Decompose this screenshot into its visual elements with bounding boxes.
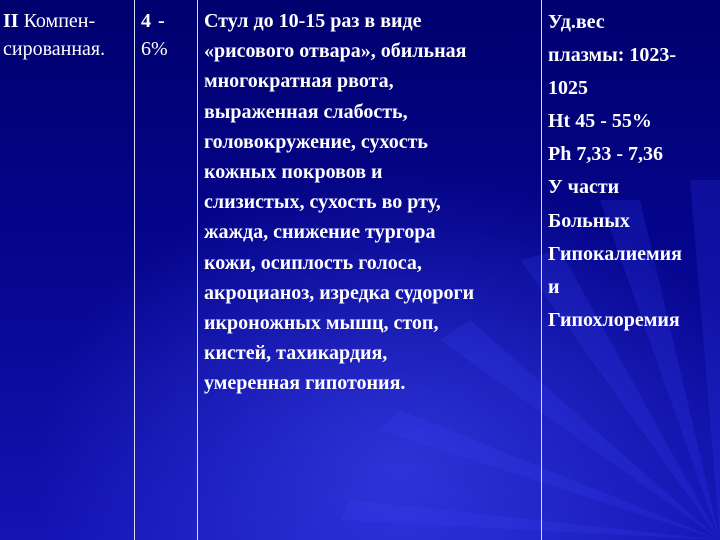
lab-line: Гипохлоремия: [548, 308, 680, 331]
symptoms-line: акроцианоз, изредка судороги: [204, 281, 475, 304]
fluid-loss-line-1: 4 -: [141, 10, 166, 32]
lab-line: Ht 45 - 55%: [548, 110, 652, 133]
column-divider-2: [197, 0, 198, 540]
symptoms-cell: [204, 6, 538, 399]
fluid-loss-cell: [141, 7, 193, 63]
column-divider-3: [541, 0, 542, 540]
lab-line: 1025: [548, 77, 588, 100]
lab-line: Уд.вес: [548, 11, 605, 33]
stage-name-part2: сированная.: [3, 38, 106, 60]
symptoms-line: умеренная гипотония.: [204, 372, 406, 395]
symptoms-line: кистей, тахикардия,: [204, 342, 388, 365]
symptoms-line: головокружение, сухость: [204, 130, 428, 153]
lab-line: Гипокалиемия: [548, 242, 682, 265]
lab-line: Ph 7,33 - 7,36: [548, 143, 663, 166]
symptoms-line: «рисового отвара», обильная: [204, 40, 467, 63]
stage-line-1: [3, 7, 131, 35]
lab-line: У части: [548, 176, 620, 199]
fluid-loss-line-2: 6%: [141, 38, 168, 60]
stage-cell: [3, 7, 131, 63]
symptoms-line: жажда, снижение тургора: [204, 221, 436, 244]
lab-line: Больных: [548, 209, 630, 232]
symptoms-line: икроножных мышц, стоп,: [204, 312, 439, 335]
lab-line: плазмы: 1023-: [548, 44, 677, 67]
stage-name-part1: Компен-: [23, 10, 96, 32]
symptoms-line: слизистых, сухость во рту,: [204, 191, 441, 214]
symptoms-line: многократная рвота,: [204, 70, 394, 93]
symptoms-line: кожи, осиплость голоса,: [204, 251, 422, 274]
lab-values-cell: [548, 6, 720, 337]
lab-line: и: [548, 275, 560, 298]
stage-label: II: [3, 10, 19, 32]
symptoms-line: кожных покровов и: [204, 161, 383, 184]
column-divider-1: [134, 0, 135, 540]
symptoms-line: выраженная слабость,: [204, 100, 408, 123]
symptoms-line: Стул до 10-15 раз в виде: [204, 10, 422, 32]
